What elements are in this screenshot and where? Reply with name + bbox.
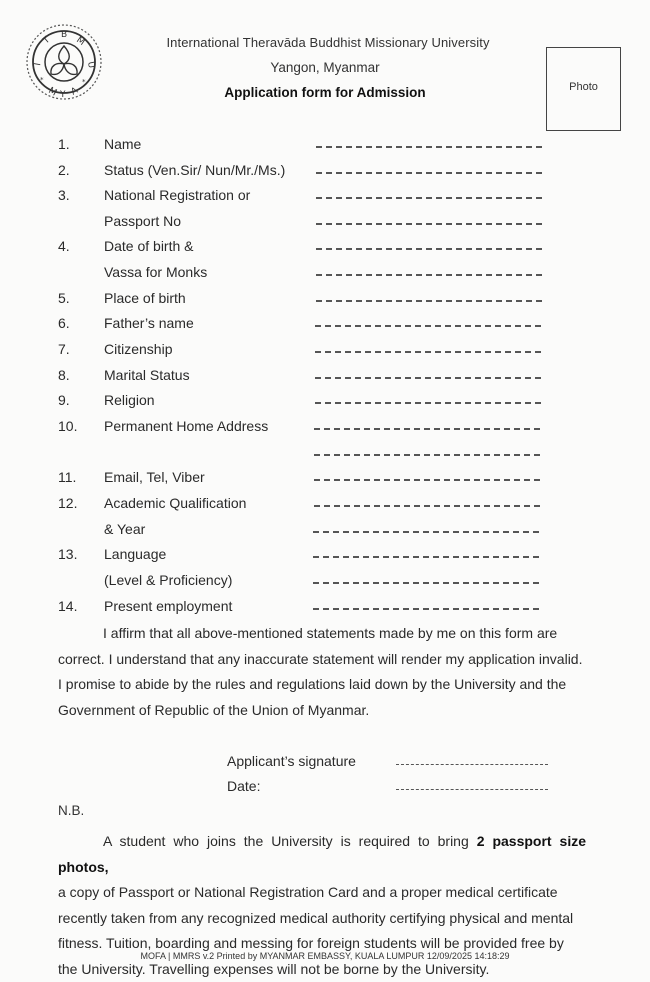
print-footer: MOFA | MMRS v.2 Printed by MYANMAR EMBASSY, KUALA LUMPUR 12/09/2025 14:18:29 <box>0 951 650 961</box>
form-field-row <box>0 238 650 258</box>
photo-label: Photo <box>547 81 620 93</box>
field-input-line[interactable] <box>313 531 539 533</box>
date-field[interactable] <box>396 789 548 790</box>
note-line: a copy of Passport or National Registration Card and a proper medical certificate <box>58 880 586 906</box>
field-label: National Registration or <box>104 187 250 203</box>
form-field-row <box>0 572 650 592</box>
svg-text:M: M <box>47 86 59 99</box>
svg-text:M: M <box>74 35 86 48</box>
field-input-line[interactable] <box>315 351 541 353</box>
field-input-line[interactable] <box>315 377 541 379</box>
field-label: Email, Tel, Viber <box>104 469 205 485</box>
field-input-line[interactable] <box>313 556 539 558</box>
field-input-line[interactable] <box>316 274 542 276</box>
svg-text:T: T <box>41 35 53 47</box>
field-input-line[interactable] <box>313 608 539 610</box>
form-field-row <box>0 136 650 156</box>
field-number: 2. <box>58 162 70 178</box>
field-label: Language <box>104 546 166 562</box>
field-input-line[interactable] <box>315 402 541 404</box>
form-field-row <box>0 187 650 207</box>
field-number: 11. <box>58 469 76 485</box>
declaration-line: correct. I understand that any inaccurate statement will render my application invalid. <box>58 647 586 673</box>
field-input-line[interactable] <box>316 300 542 302</box>
form-field-row <box>0 341 650 361</box>
form-field-row <box>0 444 650 464</box>
declaration-line: I affirm that all above-mentioned statements made by me on this form are <box>103 625 557 641</box>
note-bold-text: 2 passport size photos, <box>58 833 586 875</box>
field-input-line[interactable] <box>316 146 542 148</box>
note-heading: N.B. <box>58 803 84 818</box>
svg-text:A: A <box>70 85 81 97</box>
field-number: 5. <box>58 290 70 306</box>
field-label: Passport No <box>104 213 181 229</box>
form-field-row <box>0 367 650 387</box>
field-number: 8. <box>58 367 70 383</box>
form-field-row <box>0 598 650 618</box>
form-field-row <box>0 495 650 515</box>
field-input-line[interactable] <box>316 197 542 199</box>
note-line: fitness. Tuition, boarding and messing for foreign students will be provided free by <box>58 931 586 957</box>
field-number: 14. <box>58 598 77 614</box>
svg-text:B: B <box>61 30 67 40</box>
field-label: Religion <box>104 392 155 408</box>
field-number: 10. <box>58 418 77 434</box>
svg-text:*: * <box>40 76 44 84</box>
field-number: 13. <box>58 546 77 562</box>
note-line: recently taken from any recognized medical authority certifying physical and mental <box>58 906 586 932</box>
field-number: 3. <box>58 187 70 203</box>
form-field-row <box>0 521 650 541</box>
svg-text:Y: Y <box>59 90 66 100</box>
field-input-line[interactable] <box>313 582 539 584</box>
field-label: (Level & Proficiency) <box>104 572 232 588</box>
field-label: Name <box>104 136 141 152</box>
field-number: 4. <box>58 238 70 254</box>
field-input-line[interactable] <box>314 505 540 507</box>
declaration-line: Government of Republic of the Union of Myanmar. <box>58 698 586 724</box>
field-number: 12. <box>58 495 77 511</box>
form-field-row <box>0 418 650 438</box>
form-field-row <box>0 392 650 412</box>
field-number: 7. <box>58 341 70 357</box>
note-line: the University. Travelling expenses will not be borne by the University. <box>58 957 586 982</box>
form-title: Application form for Admission <box>0 85 650 100</box>
form-field-row <box>0 315 650 335</box>
field-label: Status (Ven.Sir/ Nun/Mr./Ms.) <box>104 162 285 178</box>
field-label: Academic Qualification <box>104 495 246 511</box>
field-input-line[interactable] <box>316 223 542 225</box>
declaration-paragraph <box>58 621 586 723</box>
field-label: Vassa for Monks <box>104 264 207 280</box>
field-input-line[interactable] <box>314 454 540 456</box>
form-field-row <box>0 546 650 566</box>
form-field-row <box>0 162 650 182</box>
field-input-line[interactable] <box>316 248 542 250</box>
field-label: Date of birth & <box>104 238 194 254</box>
field-label: & Year <box>104 521 145 537</box>
declaration-line: I promise to abide by the rules and regulations laid down by the University and the <box>58 672 586 698</box>
field-label: Father’s name <box>104 315 194 331</box>
signature-label: Applicant’s signature <box>227 753 356 769</box>
field-label: Marital Status <box>104 367 190 383</box>
field-label: Place of birth <box>104 290 186 306</box>
university-location: Yangon, Myanmar <box>0 60 650 75</box>
note-line: A student who joins the University is required to bring <box>103 833 477 849</box>
form-field-row <box>0 213 650 233</box>
date-label: Date: <box>227 778 260 794</box>
field-input-line[interactable] <box>315 325 541 327</box>
form-field-row <box>0 469 650 489</box>
field-label: Citizenship <box>104 341 172 357</box>
form-field-row <box>0 264 650 284</box>
field-label: Permanent Home Address <box>104 418 268 434</box>
field-input-line[interactable] <box>314 479 540 481</box>
signature-field[interactable] <box>396 764 548 765</box>
svg-text:I: I <box>33 62 43 66</box>
field-number: 9. <box>58 392 70 408</box>
field-number: 6. <box>58 315 70 331</box>
field-label: Present employment <box>104 598 232 614</box>
university-name: International Theravāda Buddhist Missionary University <box>3 35 650 50</box>
svg-text:*: * <box>82 78 86 86</box>
svg-text:U: U <box>85 61 96 69</box>
field-number: 1. <box>58 136 70 152</box>
field-input-line[interactable] <box>314 428 540 430</box>
photo-box[interactable] <box>546 47 621 131</box>
field-input-line[interactable] <box>316 172 542 174</box>
form-field-row <box>0 290 650 310</box>
